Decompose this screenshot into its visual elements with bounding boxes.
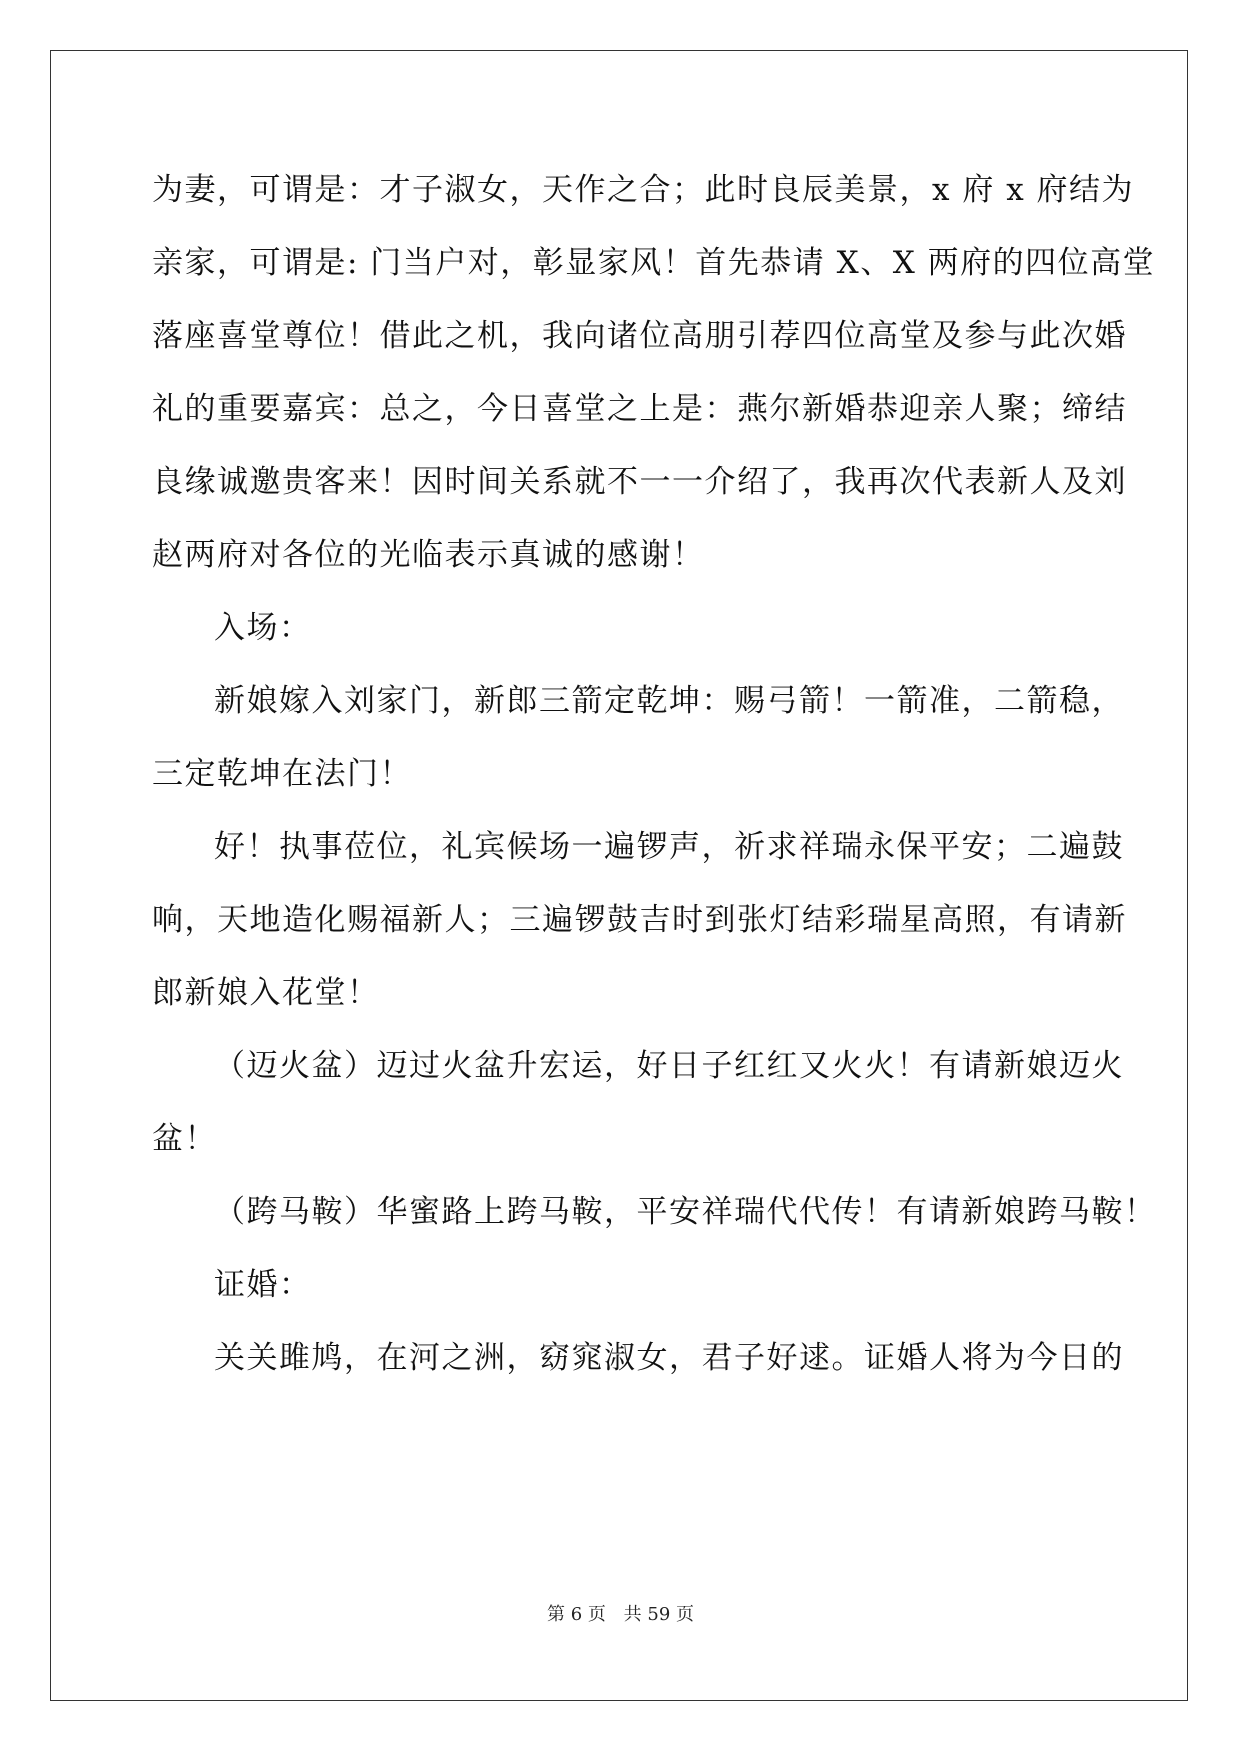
paragraph-line: 为妻，可谓是：才子淑女，天作之合；此时良辰美景，x 府 x 府结为 xyxy=(152,172,1135,208)
page-border xyxy=(50,50,1188,1701)
paragraph-line: 盆！ xyxy=(152,1121,217,1157)
paragraph-line: 关关雎鸠，在河之洲，窈窕淑女，君子好逑。证婚人将为今日的 xyxy=(214,1340,1124,1376)
page-number: 第 6 页 xyxy=(547,1604,606,1625)
paragraph-line: 三定乾坤在法门！ xyxy=(152,756,412,792)
paragraph-line: （跨马鞍）华蜜路上跨马鞍，平安祥瑞代代传！有请新娘跨马鞍！ xyxy=(214,1194,1157,1230)
paragraph-line: 好！执事莅位，礼宾候场一遍锣声，祈求祥瑞永保平安；二遍鼓 xyxy=(214,829,1124,865)
paragraph-line: 郎新娘入花堂！ xyxy=(152,975,380,1011)
paragraph-line: 礼的重要嘉宾：总之，今日喜堂之上是：燕尔新婚恭迎亲人聚；缔结 xyxy=(152,391,1127,427)
paragraph-line: （迈火盆）迈过火盆升宏运，好日子红红又火火！有请新娘迈火 xyxy=(214,1048,1124,1084)
paragraph-line: 落座喜堂尊位！借此之机，我向诸位高朋引荐四位高堂及参与此次婚 xyxy=(152,318,1127,354)
section-heading-entrance: 入场： xyxy=(214,610,312,646)
paragraph-line: 亲家，可谓是: 门当户对，彰显家风！首先恭请 X、X 两府的四位高堂 xyxy=(152,245,1156,281)
section-heading-wedding-witness: 证婚： xyxy=(214,1267,312,1303)
paragraph-line: 赵两府对各位的光临表示真诚的感谢！ xyxy=(152,537,705,573)
page-footer xyxy=(0,1600,1241,1626)
paragraph-line: 良缘诚邀贵客来！因时间关系就不一一介绍了，我再次代表新人及刘 xyxy=(152,464,1127,500)
page-total: 共 59 页 xyxy=(623,1604,694,1625)
paragraph-line: 新娘嫁入刘家门，新郎三箭定乾坤：赐弓箭！一箭准，二箭稳， xyxy=(214,683,1124,719)
paragraph-line: 响，天地造化赐福新人；三遍锣鼓吉时到张灯结彩瑞星高照，有请新 xyxy=(152,902,1127,938)
